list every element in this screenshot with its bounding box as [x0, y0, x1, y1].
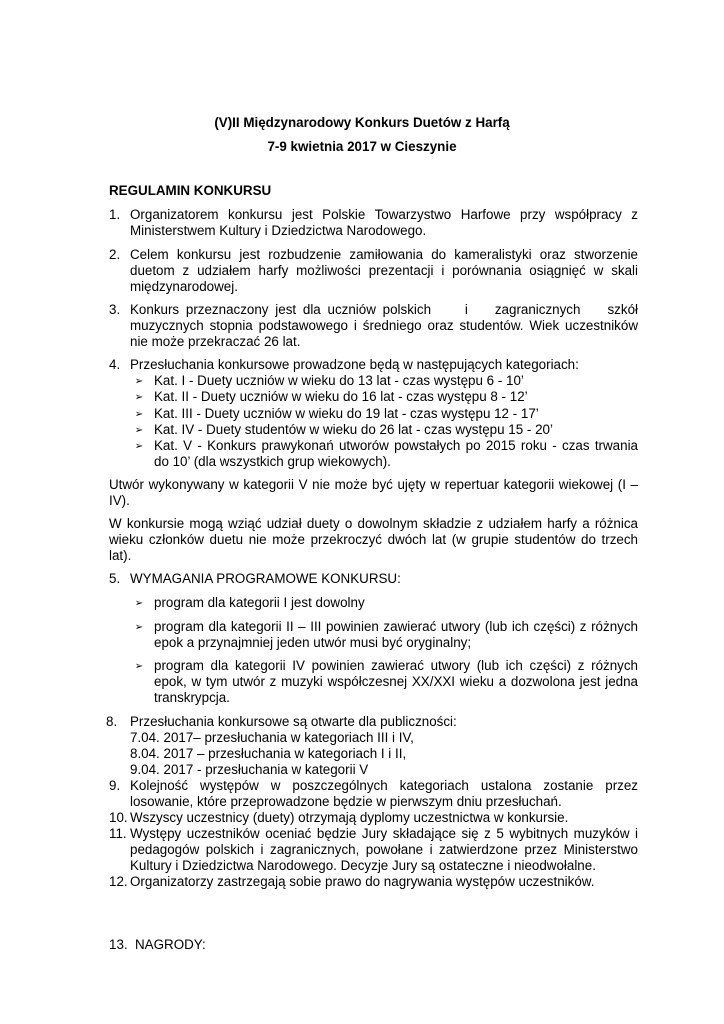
arrow-bullet-icon: ➢: [134, 409, 144, 420]
item-3-line: nie może przekraczać 26 lat.: [130, 334, 301, 349]
item-number: 2.: [109, 247, 121, 262]
item-13-heading: NAGRODY:: [135, 937, 206, 952]
item-11-line: Kultury i Dziedzictwa Narodowego. Decyzje Jury są ostateczne i nieodwołalne.: [130, 858, 596, 873]
item-number: 9.: [109, 778, 121, 793]
item-number: 1.: [109, 207, 121, 222]
category-line-cont: do 10’ (dla wszystkich grup wiekowych).: [154, 454, 391, 469]
item-1-line: Ministerstwem Kultury i Dziedzictwa Narodowego.: [130, 223, 427, 238]
item-number: 12.: [109, 874, 128, 889]
program-bullet: transkrypcja.: [154, 690, 230, 705]
item-8-intro: Przesłuchania konkursowe są otwarte dla publiczności:: [130, 714, 457, 729]
paragraph-line: wieku członków duetu nie może przekroczyć dwóch lat (w grupie studentów do trzech: [109, 532, 638, 547]
item-2-line: międzynarodowej.: [130, 279, 238, 294]
arrow-bullet-icon: ➢: [134, 376, 144, 387]
paragraph-line: lat).: [109, 548, 132, 563]
schedule-line: 7.04. 2017– przesłuchania w kategoriach III i IV,: [130, 730, 414, 745]
paragraph-line: Utwór wykonywany w kategorii V nie może być ujęty w repertuar kategorii wiekowej (I –: [109, 477, 638, 492]
item-10-line: Wszyscy uczestnicy (duety) otrzymają dyplomy uczestnictwa w konkursie.: [130, 810, 569, 825]
paragraph-line: W konkursie mogą wziąć udział duety o dowolnym składzie z udziałem harfy a różnica: [109, 516, 638, 531]
item-11-line: Występy uczestników oceniać będzie Jury składające się z 5 wybitnych muzyków i: [130, 826, 638, 841]
item-9-line: Kolejność występów w poszczególnych kategoriach ustalona zostanie przez: [130, 778, 638, 793]
program-bullet: program dla kategorii IV powinien zawierać utwory (lub ich części) z różnych: [154, 658, 638, 673]
category-line: Kat. II - Duety uczniów w wieku do 16 lat - czas występu 8 - 12’: [154, 389, 528, 404]
schedule-line: 8.04. 2017 – przesłuchania w kategoriach I i II,: [130, 746, 407, 761]
item-9-line: losowanie, które przeprowadzone będzie w pierwszym dniu przesłuchań.: [130, 794, 562, 809]
section-title: REGULAMIN KONKURSU: [109, 183, 272, 198]
item-number: 3.: [109, 302, 121, 317]
item-1-line: Organizatorem konkursu jest Polskie Towarzystwo Harfowe przy współpracy z: [130, 207, 638, 222]
arrow-bullet-icon: ➢: [134, 392, 144, 403]
category-line: Kat. I - Duety uczniów w wieku do 13 lat - czas występu 6 - 10’: [154, 373, 524, 388]
item-3-line: Konkurs przeznaczony jest dla uczniów polskich i zagranicznych szkół: [130, 302, 638, 317]
document-date-place: 7-9 kwietnia 2017 w Cieszynie: [267, 139, 457, 154]
item-number: 4.: [109, 357, 121, 372]
item-4-intro: Przesłuchania konkursowe prowadzone będą w następujących kategoriach:: [130, 357, 579, 372]
item-5-heading: WYMAGANIA PROGRAMOWE KONKURSU:: [130, 571, 401, 586]
program-bullet: program dla kategorii I jest dowolny: [154, 595, 365, 610]
category-line: Kat. IV - Duety studentów w wieku do 26 lat - czas występu 15 - 20’: [154, 422, 553, 437]
schedule-line: 9.04. 2017 - przesłuchania w kategorii V: [130, 762, 369, 777]
program-bullet: epok a przynajmniej jeden utwór musi być oryginalny;: [154, 635, 472, 650]
document-title: (V)II Międzynarodowy Konkurs Duetów z Harfą: [214, 115, 510, 130]
item-number: 13.: [109, 937, 128, 952]
paragraph-line: IV).: [109, 493, 130, 508]
item-number: 11.: [109, 826, 127, 841]
item-number: 5.: [109, 571, 121, 586]
arrow-bullet-icon: ➢: [134, 598, 144, 609]
item-12-line: Organizatorzy zastrzegają sobie prawo do nagrywania występów uczestników.: [130, 874, 595, 889]
arrow-bullet-icon: ➢: [134, 425, 144, 436]
item-number: 8.: [106, 714, 118, 729]
item-2-line: duetom z udziałem harfy możliwości prezentacji i porównania osiągnięć w skali: [130, 263, 638, 278]
item-2-line: Celem konkursu jest rozbudzenie zamiłowania do kameralistyki oraz stworzenie: [130, 247, 638, 262]
item-number: 10.: [109, 810, 128, 825]
program-bullet: epok, w tym utwór z muzyki współczesnej XX/XXI wieku a dozwolona jest jedna: [154, 674, 638, 689]
category-line: Kat. III - Duety uczniów w wieku do 19 lat - czas występu 12 - 17’: [154, 406, 539, 421]
program-bullet: program dla kategorii II – III powinien zawierać utwory (lub ich części) z różnych: [154, 619, 638, 634]
item-3-line: muzycznych stopnia podstawowego i średniego oraz studentów. Wiek uczestników: [130, 318, 638, 333]
arrow-bullet-icon: ➢: [134, 441, 144, 452]
arrow-bullet-icon: ➢: [134, 661, 144, 672]
category-line: Kat. V - Konkurs prawykonań utworów powstałych po 2015 roku - czas trwania: [154, 438, 638, 453]
arrow-bullet-icon: ➢: [134, 622, 144, 633]
item-11-line: pedagogów polskich i zagranicznych, powołane i zatwierdzone przez Ministerstwo: [130, 842, 638, 857]
